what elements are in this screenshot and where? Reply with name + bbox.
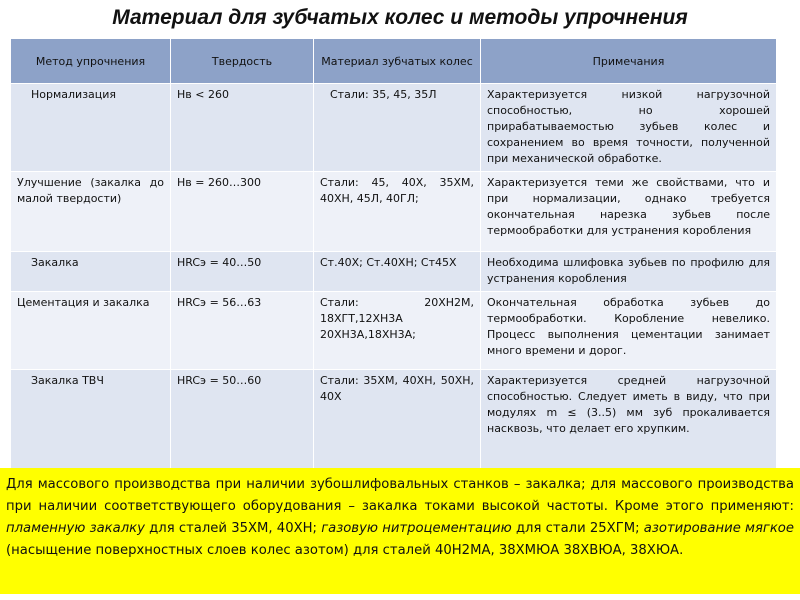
cell-hardness: Нв < 260: [171, 84, 314, 172]
cell-note: Характеризуется средней нагрузочной способностью. Следует иметь в виду, что при модулях m ≤ (3..5) мм зуб прокаливается насквозь, что делает его хрупким.: [481, 370, 777, 474]
table-row: [11, 370, 777, 474]
cell-method: Улучшение (закалка до малой твердости): [11, 172, 171, 252]
table-row: [11, 252, 777, 292]
table-row: [11, 172, 777, 252]
cell-material: Ст.40Х; Ст.40ХН; Ст45Х: [314, 252, 481, 292]
note-emphasis: пламенную закалку: [6, 521, 145, 536]
note-text: для сталей 35ХМ, 40ХН;: [144, 521, 322, 536]
cell-method: Цементация и закалка: [11, 292, 171, 370]
cell-method: Закалка ТВЧ: [11, 370, 171, 474]
header-note: Примечания: [481, 39, 777, 84]
header-method: Метод упрочнения: [11, 39, 171, 84]
cell-note: Характеризуется теми же свойствами, что и при нормализации, однако требуется окончательная нарезка зубьев после термообработки для устранения коробления: [481, 172, 777, 252]
page-title: Материал для зубчатых колес и методы упрочнения: [112, 6, 688, 29]
table-row: [11, 84, 777, 172]
cell-material: Стали: 35, 45, 35Л: [314, 84, 481, 172]
summary-note: [0, 468, 800, 594]
cell-method: Нормализация: [11, 84, 171, 172]
cell-method: Закалка: [11, 252, 171, 292]
cell-material: Стали: 45, 40Х, 35ХМ, 40ХН, 45Л, 40ГЛ;: [314, 172, 481, 252]
cell-material: Стали: 20ХН2М, 18ХГТ,12ХН3А 20ХН3А,18ХН3А;: [314, 292, 481, 370]
cell-hardness: HRCэ = 50…60: [171, 370, 314, 474]
cell-hardness: Нв = 260…300: [171, 172, 314, 252]
table-header-row: [11, 39, 777, 84]
cell-note: Окончательная обработка зубьев до термообработки. Коробление невелико. Процесс выполнения цементации занимает много времени и дорог.: [481, 292, 777, 370]
note-emphasis: азотирование мягкое: [643, 521, 794, 536]
note-text: для стали 25ХГМ;: [511, 521, 644, 536]
header-material: Материал зубчатых колес: [314, 39, 481, 84]
cell-material: Стали: 35ХМ, 40ХН, 50ХН, 40Х: [314, 370, 481, 474]
cell-note: Необходима шлифовка зубьев по профилю для устранения коробления: [481, 252, 777, 292]
note-text: Для массового производства при наличии зубошлифовальных станков – закалка; для массового производства при наличии соответствующего оборудования – закалка токами высокой частоты. Кроме этого применяют:: [6, 477, 794, 514]
header-hardness: Твердость: [171, 39, 314, 84]
cell-hardness: HRCэ = 40…50: [171, 252, 314, 292]
note-emphasis: газовую нитроцементацию: [321, 521, 512, 536]
hardening-methods-table: [10, 38, 777, 474]
table-row: [11, 292, 777, 370]
cell-note: Характеризуется низкой нагрузочной способностью, но хорошей прирабатываемостью зубьев колес и сохранением во время точности, полученной при механической обработке.: [481, 84, 777, 172]
note-text: (насыщение поверхностных слоев колес азотом) для сталей 40Н2МА, 38ХМЮА 38ХВЮА, 38ХЮА.: [6, 543, 684, 558]
cell-hardness: HRCэ = 56…63: [171, 292, 314, 370]
